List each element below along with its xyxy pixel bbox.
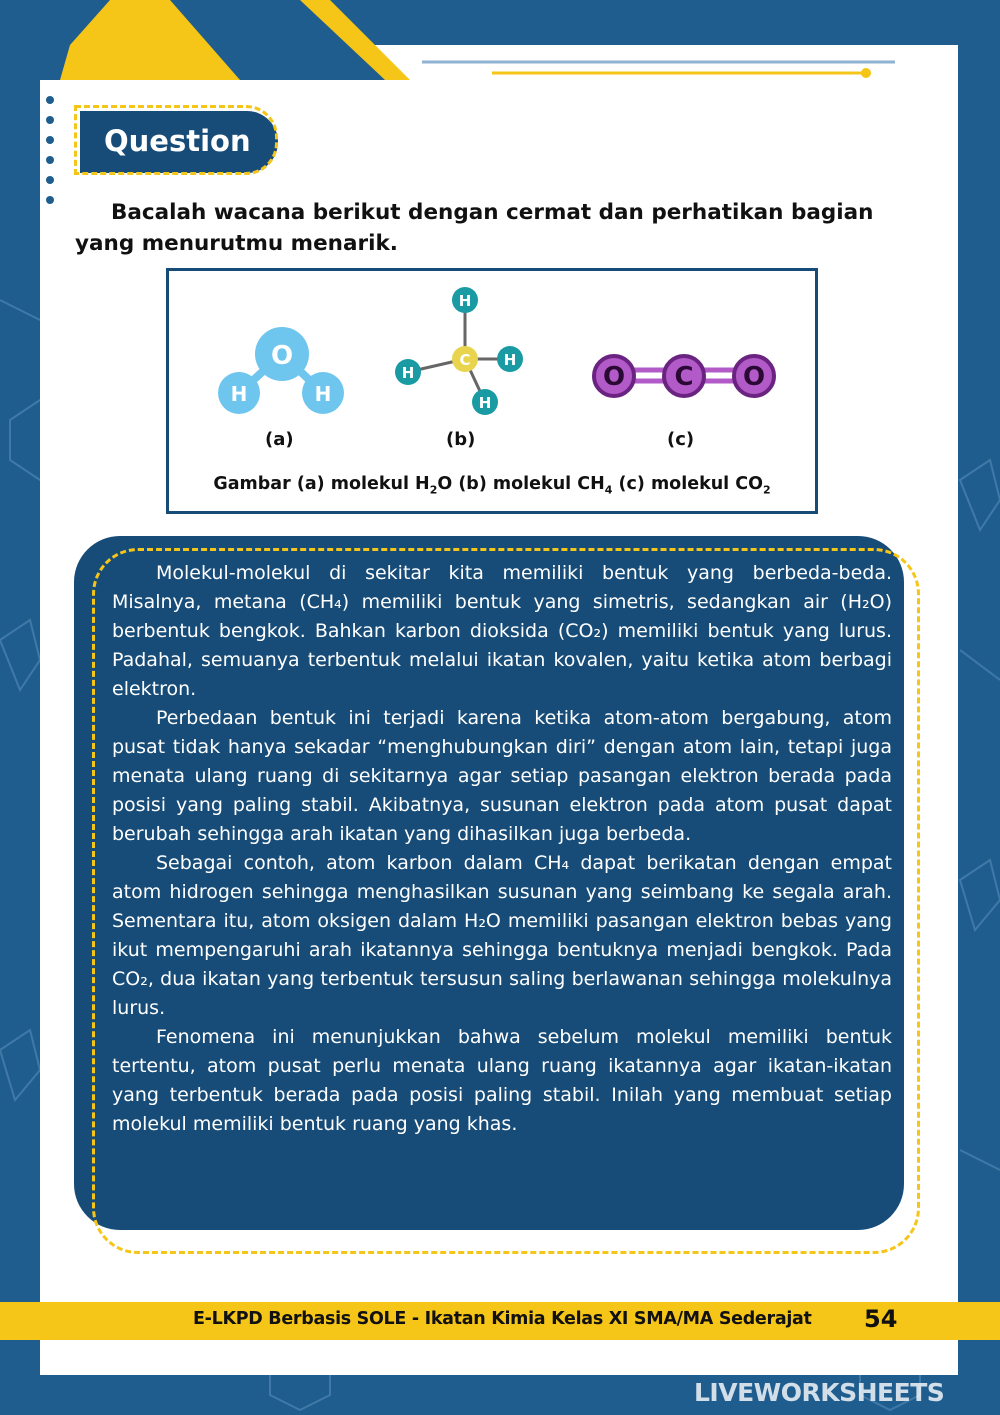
methane-h-top-atom: H [458,292,472,310]
methane-h-right-atom: H [503,351,517,369]
watermark-logo: LIVEWORKSHEETS [694,1378,945,1407]
footer-title: E-LKPD Berbasis SOLE - Ikatan Kimia Kelas XI SMA/MA Sederajat [193,1309,812,1329]
figure-caption [169,474,815,497]
molecule-figure [166,268,818,514]
methane-molecule-image [391,286,529,416]
question-badge [74,105,284,181]
water-o-atom: O [270,341,294,371]
co2-o-right-atom: O [742,362,766,392]
caption-part-2: O (b) molekul CH [437,474,605,494]
reading-passage [112,559,892,1139]
figure-label-a: (a) [265,429,294,450]
caption-sub-h2o: 2 [429,483,438,497]
passage-paragraph-4: Fenomena ini menunjukkan bahwa sebelum molekul memiliki bentuk tertentu, atom pusat perlu menata ulang ruang ikatannya agar ikatan-ikatan yang terbentuk berada pada posisi paling stabil. Inilah yang membuat setiap molekul memiliki bentuk ruang yang khas. [112,1026,892,1135]
passage-paragraph-3: Sebagai contoh, atom karbon dalam CH₄ dapat berikatan dengan empat atom hidrogen sehingga menghasilkan susunan yang seimbang ke segala arah. Sementara itu, atom oksigen dalam H₂O memiliki pasangan elektron bebas yang ikut mempengaruhi arah ikatannya sehingga bentuknya menjadi bengkok. Pada CO₂, dua ikatan yang terbentuk tersusun saling berlawanan sehingga molekulnya lurus. [112,852,892,1019]
water-h-left-atom: H [230,382,248,406]
caption-sub-ch4: 4 [604,483,613,497]
co2-molecule-image [589,351,784,403]
methane-h-left-atom: H [401,364,415,382]
page-number: 54 [864,1305,898,1333]
dot-grid-decoration [0,90,60,220]
caption-sub-co2: 2 [762,483,771,497]
figure-label-c: (c) [667,429,695,450]
water-h-right-atom: H [314,382,332,406]
water-molecule-image [217,326,347,421]
co2-o-left-atom: O [602,362,626,392]
methane-h-bottom-atom: H [478,394,492,412]
methane-c-atom: C [459,351,471,369]
co2-c-atom: C [674,362,694,392]
intro-instruction: Bacalah wacana berikut dengan cermat dan perhatikan bagian yang menurutmu menarik. [75,200,874,256]
figure-label-b: (b) [446,429,476,450]
caption-part-3: (c) molekul CO [612,474,763,494]
question-badge-label: Question [104,124,251,158]
passage-paragraph-2: Perbedaan bentuk ini terjadi karena ketika atom-atom bergabung, atom pusat tidak hanya sekadar “menghubungkan diri” dengan atom lain, tetapi juga menata ulang ruang di sekitarnya agar setiap pasangan elektron berada pada posisi yang paling stabil. Akibatnya, susunan elektron pada atom pusat dapat berubah sehingga arah ikatan yang dihasilkan juga berbeda. [112,707,892,845]
caption-part-1: Gambar (a) molekul H [213,474,430,494]
header-decoration [0,0,1000,80]
passage-paragraph-1: Molekul-molekul di sekitar kita memiliki bentuk yang berbeda-beda. Misalnya, metana (CH₄) memiliki bentuk yang simetris, sedangkan air (H₂O) berbentuk bengkok. Bahkan karbon dioksida (CO₂) memiliki bentuk yang lurus. Padahal, semuanya terbentuk melalui ikatan kovalen, yaitu ketika atom berbagi elektron. [112,562,892,700]
